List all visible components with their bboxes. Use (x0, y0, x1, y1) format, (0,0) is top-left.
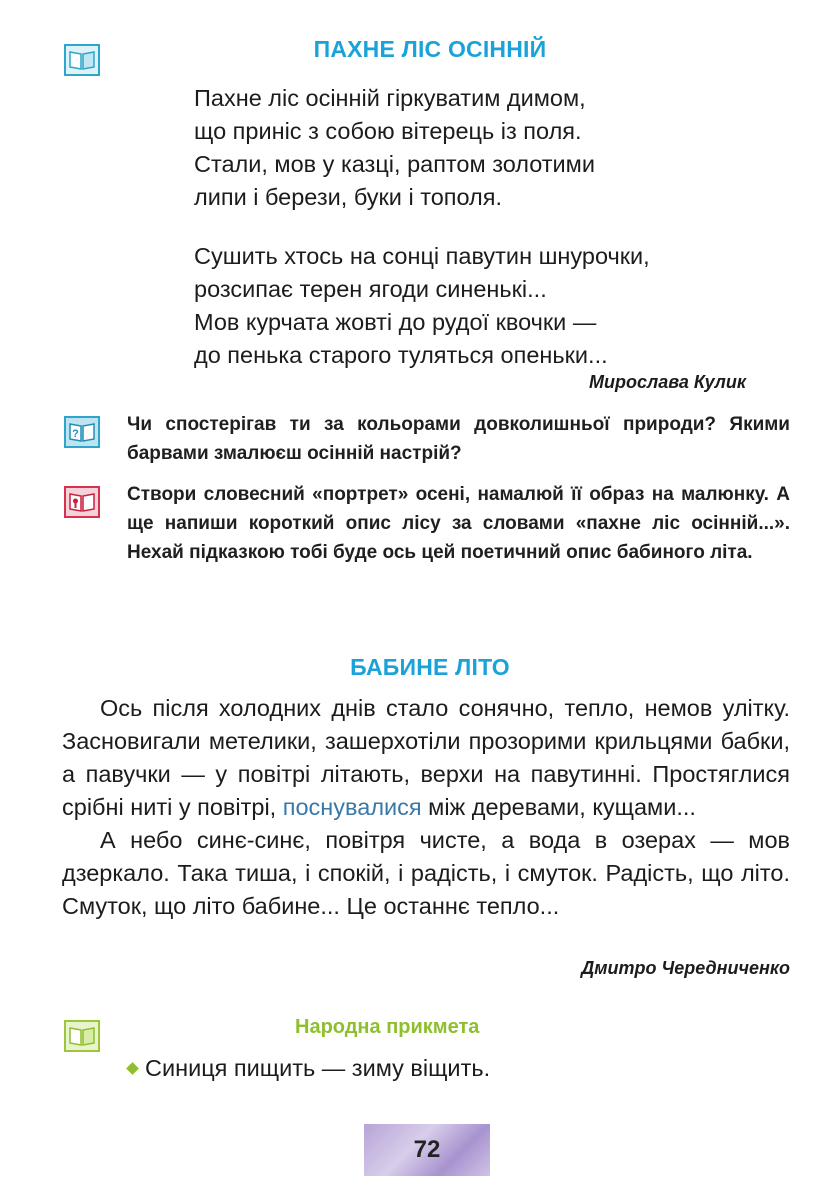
question-task: Чи спостерігав ти за кольорами довколишньої природи? Якими барвами змалюєш осінній настрій? (127, 414, 790, 464)
poem-line: Мов курчата жовті до рудої квочки — (194, 309, 597, 335)
folk-saying-row (128, 1052, 490, 1085)
poem-line: розсипає терен ягоди синенькі... (194, 276, 547, 302)
story-title: БАБИНЕ ЛІТО (350, 654, 510, 680)
story-body (62, 692, 790, 923)
folk-title: Народна прикмета (295, 1016, 480, 1038)
creative-book-icon (64, 486, 100, 518)
question-book-icon (64, 416, 100, 448)
story-paragraph-2: А небо синє-синє, повітря чисте, а вода в озерах — мов дзеркало. Така тиша, і спокій, і радість, і смуток. Радість, що літо. Смуток, що літо бабине... Це останнє тепло... (62, 827, 790, 919)
poem-title: ПАХНЕ ЛІС ОСІННІЙ (313, 36, 547, 62)
page-number: 72 (413, 1136, 441, 1163)
page-number-box (364, 1124, 490, 1176)
poem-line: Стали, мов у казці, раптом золотими (194, 151, 595, 177)
book-icon (64, 44, 100, 76)
poem-line: Сушить хтось на сонці павутин шнурочки, (194, 243, 650, 269)
story-text: між деревами, кущами... (421, 794, 696, 820)
creative-task: Створи словесний «портрет» осені, намалюй її образ на малюнку. А ще напиши короткий опис лісу за словами «пахне ліс осінній...». Нехай підказкою тобі буде ось цей поетичний опис бабиного літа. (127, 484, 790, 563)
story-paragraph-1 (62, 692, 790, 824)
poem-line: липи і берези, буки і тополя. (194, 184, 503, 210)
highlighted-word: поснувалися (282, 794, 422, 820)
poem-author: Мирослава Кулик (589, 372, 746, 392)
folk-book-icon (64, 1020, 100, 1052)
poem-line: до пенька старого туляться опеньки... (194, 342, 608, 368)
poem-line: Пахне ліс осінній гіркуватим димом, (194, 85, 586, 111)
poem-stanza-1 (194, 82, 595, 214)
story-author: Дмитро Чередниченко (581, 958, 790, 978)
svg-text:?: ? (72, 428, 79, 440)
poem-stanza-2 (194, 240, 650, 372)
poem-line: що приніс з собою вітерець із поля. (194, 118, 582, 144)
folk-saying: Синиця пищить — зиму віщить. (145, 1055, 491, 1081)
story-text: Ось після холодних днів стало сонячно, тепло, немов улітку. Засновигали метелики, зашерхотіли прозорими крильцями бабки, а павучки — у повітрі літають, верхи на павутинні. Простяглися срібні ниті у повітрі, (62, 695, 790, 820)
diamond-bullet-icon (126, 1062, 139, 1075)
